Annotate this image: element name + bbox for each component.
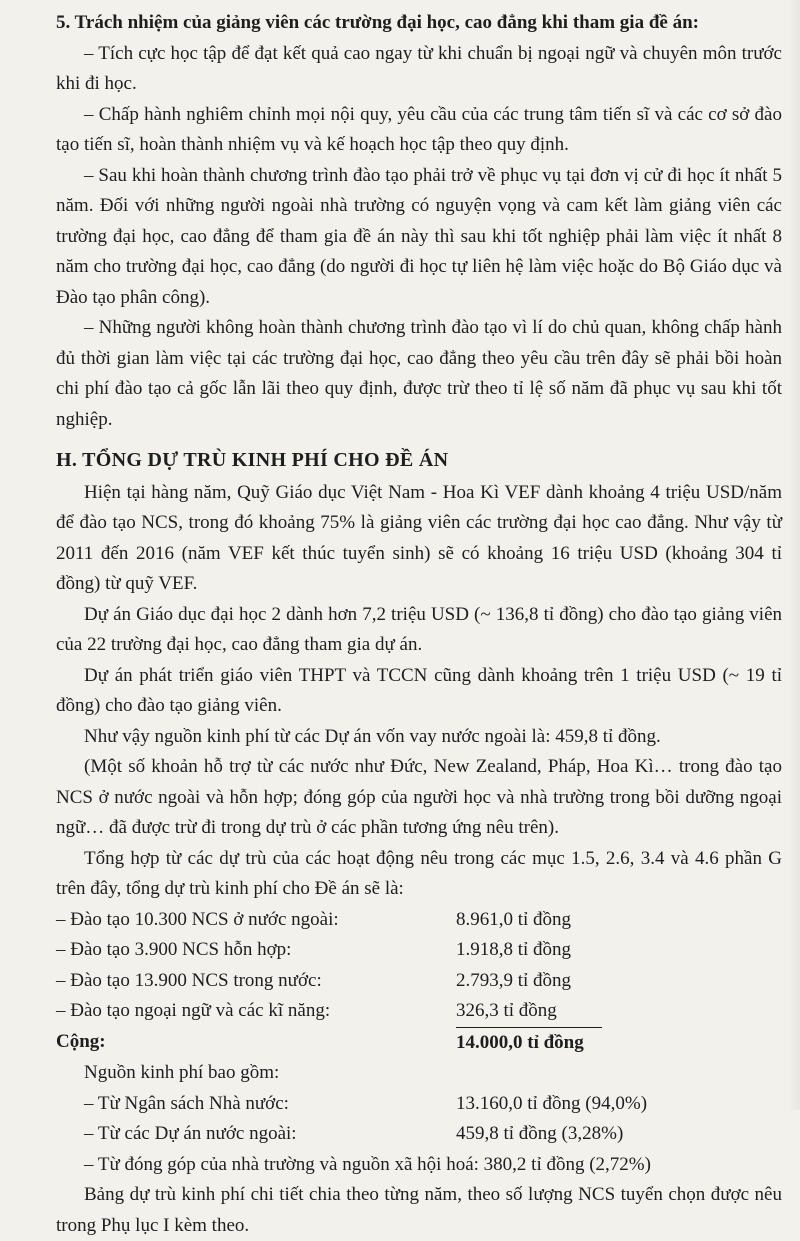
closing-paragraph: Bảng dự trù kinh phí chi tiết chia theo từng năm, theo số lượng NCS tuyển chọn được nêu trong Phụ lục I kèm theo. <box>56 1184 782 1236</box>
source-row-label: – Từ các Dự án nước ngoài: <box>84 1123 297 1144</box>
budget-row-value: 1.918,8 tỉ đồng <box>456 939 572 960</box>
source-last-row: – Từ đóng góp của nhà trường và nguồn xã hội hoá: 380,2 tỉ đồng (2,72%) <box>84 1153 651 1175</box>
budget-row-value: 2.793,9 tỉ đồng <box>456 969 572 991</box>
budget-row-value: 326,3 tỉ đồng <box>456 1000 557 1021</box>
section-5-item-2: – Chấp hành nghiêm chỉnh mọi nội quy, yêu cầu của các trung tâm tiến sĩ và các cơ sở đào tạo tiến sĩ, hoàn thành nhiệm vụ và kế hoạch học tập theo quy định. <box>56 103 782 155</box>
source-row-value: 13.160,0 tỉ đồng (94,0%) <box>456 1092 648 1114</box>
budget-row-label: – Đào tạo 13.900 NCS trong nước: <box>56 969 322 991</box>
budget-row <box>56 905 782 936</box>
paragraph-vef: Hiện tại hàng năm, Quỹ Giáo dục Việt Nam - Hoa Kì VEF dành khoảng 4 triệu USD/năm để đào tạo NCS, trong đó khoảng 75% là giảng viên các trường đại học cao đẳng. Như vậy từ 2011 đến 2016 (năm VEF kết thúc tuyển sinh) sẽ có khoảng 16 triệu USD (khoảng 304 tỉ đồng) từ quỹ VEF. <box>56 481 782 594</box>
budget-row-label: – Đào tạo ngoại ngữ và các kĩ năng: <box>56 1000 331 1021</box>
paragraph-foreign-loans: Như vậy nguồn kinh phí từ các Dự án vốn vay nước ngoài là: 459,8 tỉ đồng. <box>84 725 661 747</box>
source-row <box>56 1089 782 1120</box>
budget-total-label: Cộng: <box>56 1030 106 1052</box>
section-5-item-4: – Những người không hoàn thành chương trình đào tạo vì lí do chủ quan, không chấp hành đủ thời gian làm việc tại các trường đại học, cao đẳng theo yêu cầu trên đây sẽ phải bồi hoàn chi phí đào tạo cả gốc lẫn lãi theo quy định, được trừ theo tỉ lệ số năm đã phục vụ sau khi tốt nghiệp. <box>56 317 782 430</box>
budget-row <box>56 996 782 1027</box>
paragraph-project-2: Dự án Giáo dục đại học 2 dành hơn 7,2 triệu USD (~ 136,8 tỉ đồng) cho đào tạo giảng viên của 22 trường đại học, cao đẳng tham gia dự án. <box>56 603 782 655</box>
paragraph-other-support: (Một số khoản hỗ trợ từ các nước như Đức, New Zealand, Pháp, Hoa Kì… trong đào tạo NCS ở nước ngoài và hỗn hợp; đóng góp của người học và nhà trường trong bồi dưỡng ngoại ngữ… đã được trừ đi trong dự trù ở các phần tương ứng nêu trên). <box>56 756 782 838</box>
source-row <box>56 1119 782 1150</box>
section-5-item-3: – Sau khi hoàn thành chương trình đào tạo phải trở về phục vụ tại đơn vị cử đi học ít nhất 5 năm. Đối với những người ngoài nhà trường có nguyện vọng và cam kết làm giảng viên các trường đại học, cao đẳng để tham gia đề án này thì sau khi tốt nghiệp phải làm việc ít nhất 8 năm cho trường đại học, cao đẳng (do người đi học tự liên hệ làm việc hoặc do Bộ Giáo dục và Đào tạo phân công). <box>56 164 782 308</box>
budget-row <box>56 935 782 966</box>
budget-row-label: – Đào tạo 10.300 NCS ở nước ngoài: <box>56 908 339 930</box>
sources-intro: Nguồn kinh phí bao gồm: <box>84 1062 280 1083</box>
section-5-item-1: – Tích cực học tập để đạt kết quả cao ngay từ khi chuẩn bị ngoại ngữ và chuyên môn trước khi đi học. <box>56 42 782 94</box>
section-5-heading: 5. Trách nhiệm của giảng viên các trường đại học, cao đẳng khi tham gia đề án: <box>56 12 699 33</box>
source-row-value: 459,8 tỉ đồng (3,28%) <box>456 1123 624 1144</box>
budget-row-value: 8.961,0 tỉ đồng <box>456 908 572 930</box>
budget-row-label: – Đào tạo 3.900 NCS hỗn hợp: <box>56 939 292 960</box>
budget-row <box>56 966 782 997</box>
budget-total-value: 14.000,0 tỉ đồng <box>456 1027 602 1059</box>
paragraph-summary-intro: Tổng hợp từ các dự trù của các hoạt động nêu trong các mục 1.5, 2.6, 3.4 và 4.6 phần G trên đây, tổng dự trù kinh phí cho Đề án sẽ là: <box>56 847 782 899</box>
page-edge-shadow <box>788 0 800 1110</box>
budget-total-row <box>56 1027 782 1059</box>
paragraph-thpt-tccn: Dự án phát triển giáo viên THPT và TCCN cũng dành khoảng trên 1 triệu USD (~ 19 tỉ đồng) cho đào tạo giảng viên. <box>56 664 782 716</box>
source-row-label: – Từ Ngân sách Nhà nước: <box>84 1092 289 1114</box>
section-h-heading: H. TỔNG DỰ TRÙ KINH PHÍ CHO ĐỀ ÁN <box>56 449 449 471</box>
